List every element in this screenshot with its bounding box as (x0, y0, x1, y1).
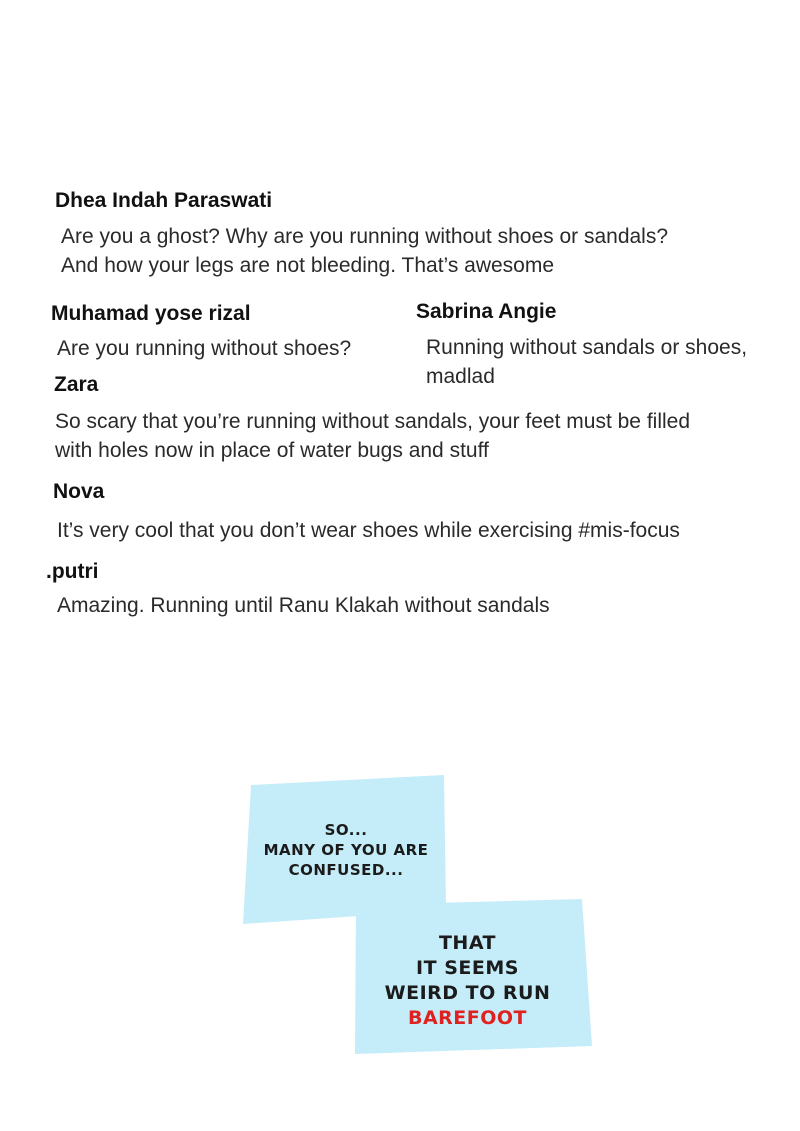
comment-line: Are you a ghost? Why are you running without shoes or sandals? (61, 225, 669, 248)
comment-line: Are you running without shoes? (57, 337, 352, 360)
caption-line: SO... (324, 821, 368, 839)
caption-line: WEIRD TO RUN (384, 982, 551, 1004)
commenter-name: Zara (54, 373, 99, 396)
comment-line: Running without sandals or shoes, (426, 336, 748, 359)
commenter-name: Muhamad yose rizal (51, 302, 251, 325)
caption-line: IT SEEMS (416, 957, 519, 979)
caption-line: MANY OF YOU ARE (263, 841, 429, 859)
comment-line: madlad (426, 365, 495, 388)
caption-line: CONFUSED... (288, 861, 404, 879)
caption-text-1 (248, 820, 444, 880)
comment-line: It’s very cool that you don’t wear shoes while exercising #mis-focus (57, 519, 680, 542)
commenter-name: Sabrina Angie (416, 300, 557, 323)
comment-line: Amazing. Running until Ranu Klakah without sandals (57, 594, 550, 617)
caption-text-2 (360, 931, 575, 1031)
comment-line: And how your legs are not bleeding. That’s awesome (61, 254, 555, 277)
comment-line: So scary that you’re running without sandals, your feet must be filled (55, 410, 691, 433)
commenter-name: .putri (46, 560, 99, 583)
commenter-name: Nova (53, 480, 105, 503)
comment-line: with holes now in place of water bugs and stuff (55, 439, 489, 462)
commenter-name: Dhea Indah Paraswati (55, 189, 273, 212)
caption-line: THAT (438, 932, 497, 954)
caption-highlight: BAREFOOT (407, 1007, 528, 1029)
